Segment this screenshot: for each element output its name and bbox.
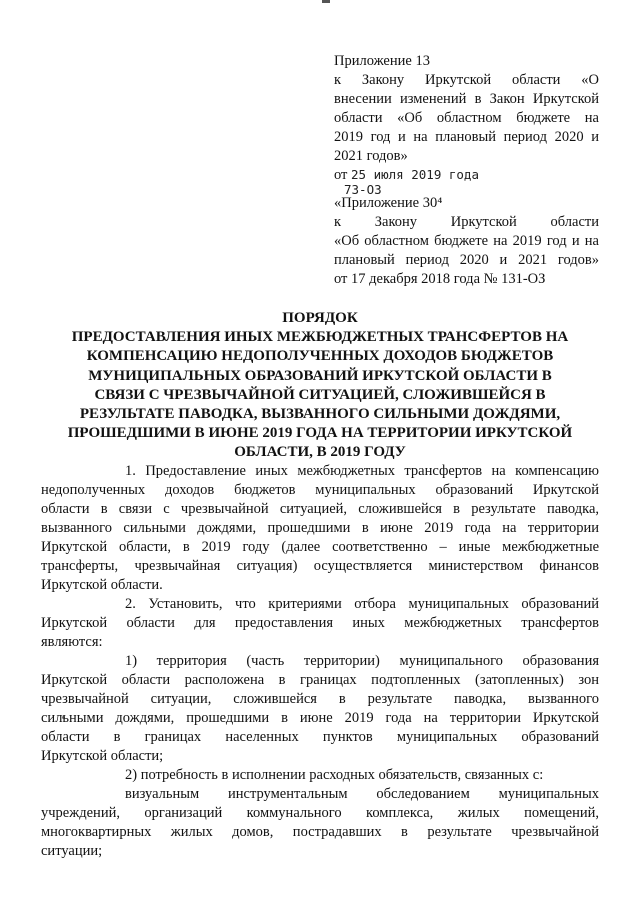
item-2-line: 2) потребность в исполнении расходных обязательств, связанных с: xyxy=(125,767,544,783)
paragraph-1-line: области в связи с чрезвычайной ситуацией, сложившейся в результате паводка, xyxy=(41,501,599,517)
title-line: МУНИЦИПАЛЬНЫХ ОБРАЗОВАНИЙ ИРКУТСКОЙ ОБЛАСТИ В xyxy=(88,367,552,384)
paragraph-2-line: являются: xyxy=(41,634,103,650)
paragraph-2-line: Иркутской области для предоставления иных межбюджетных трансфертов xyxy=(41,615,599,631)
item-1-line: области в границах населенных пунктов муниципальных образований xyxy=(41,729,599,745)
item-2-line: ситуации; xyxy=(41,843,103,859)
item-2-line: учреждений, организаций коммунального комплекса, жилых помещений, xyxy=(41,805,599,821)
item-1-line: 1) территория (часть территории) муниципального образования xyxy=(125,653,599,669)
appendix-13-line: 2019 год и на плановый период 2020 и xyxy=(334,129,599,145)
appendix-13-line: 2021 годов» xyxy=(334,148,408,164)
date-prefix: от xyxy=(334,167,348,183)
appendix-30-title: «Приложение 30⁴ xyxy=(334,195,443,211)
title-line: КОМПЕНСАЦИЮ НЕДОПОЛУЧЕННЫХ ДОХОДОВ БЮДЖЕТОВ xyxy=(86,348,554,365)
appendix-13-title: Приложение 13 xyxy=(334,53,430,69)
appendix-13-line: области «Об областном бюджете на xyxy=(334,110,599,126)
item-2-line: визуальным инструментальным обследованием муниципальных xyxy=(125,786,599,802)
document-body xyxy=(41,462,599,861)
appendix-30-line: к Закону Иркутской области xyxy=(334,214,599,230)
item-1-line: Иркутской области расположена в границах подтопленных (затопленных) зон xyxy=(41,672,599,688)
paragraph-2-line: 2. Установить, что критериями отбора муниципальных образований xyxy=(125,596,599,612)
title-line: ПРОШЕДШИМИ В ИЮНЕ 2019 ГОДА НА ТЕРРИТОРИИ ИРКУТСКОЙ xyxy=(67,425,573,442)
appendix-30-line: «Об областном бюджете на 2019 год и на xyxy=(334,233,599,249)
paragraph-1-line: 1. Предоставление иных межбюджетных трансфертов на компенсацию xyxy=(125,463,599,479)
title-line: ПРЕДОСТАВЛЕНИЯ ИНЫХ МЕЖБЮДЖЕТНЫХ ТРАНСФЕРТОВ НА xyxy=(71,329,569,346)
item-1-line: чрезвычайной ситуации, сложившейся в результате паводка, вызванного xyxy=(41,691,599,707)
title-line: РЕЗУЛЬТАТЕ ПАВОДКА, ВЫЗВАННОГО СИЛЬНЫМИ ДОЖДЯМИ, xyxy=(79,406,561,423)
date-stamp: 25 июля 2019 года xyxy=(351,167,479,182)
paragraph-1-line: вызванного сильными дождями, прошедшими в июне 2019 года на территории xyxy=(41,520,599,536)
title-line: ОБЛАСТИ, В 2019 ГОДУ xyxy=(234,444,406,461)
paragraph-1-line: недополученных доходов бюджетов муниципальных образований Иркутской xyxy=(41,482,599,498)
title-line: ПОРЯДОК xyxy=(282,310,358,326)
title-line: СВЯЗИ С ЧРЕЗВЫЧАЙНОЙ СИТУАЦИЕЙ, СЛОЖИВШЕЙСЯ В xyxy=(94,386,546,403)
paragraph-1-line: трансферты, чрезвычайная ситуация) осуществляется министерством финансов xyxy=(41,558,599,574)
paragraph-1-line: Иркутской области. xyxy=(41,577,163,593)
scan-mark xyxy=(322,0,330,3)
item-1-line: сильными дождями, прошедшими в июне 2019 года на территории Иркутской xyxy=(41,710,599,726)
document-title xyxy=(40,309,600,463)
item-2-line: многоквартирных жилых домов, пострадавших в результате чрезвычайной xyxy=(41,824,599,840)
appendix-13-line: внесении изменений в Закон Иркутской xyxy=(334,91,599,107)
appendix-30-header xyxy=(334,194,599,289)
appendix-13-line: к Закону Иркутской области «О xyxy=(334,72,599,88)
law-number-stamp: 73-ОЗ xyxy=(344,182,382,197)
paragraph-1-line: Иркутской области, в 2019 году (далее соответственно – иные межбюджетные xyxy=(41,539,599,555)
item-1-line: Иркутской области; xyxy=(41,748,164,764)
appendix-30-line: плановый период 2020 и 2021 годов» xyxy=(334,252,599,268)
appendix-30-line: от 17 декабря 2018 года № 131-ОЗ xyxy=(334,271,546,287)
appendix-13-header xyxy=(334,52,599,197)
